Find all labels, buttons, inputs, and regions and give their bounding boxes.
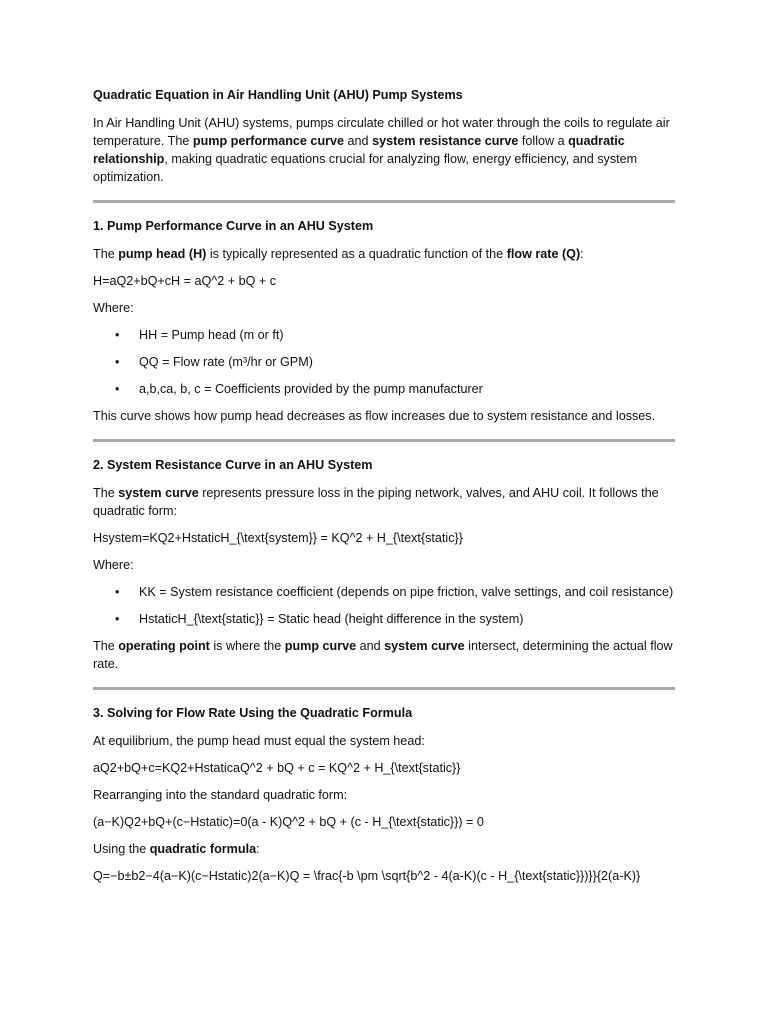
s2-text-2: represents pressure loss in the piping network, valves, and AHU coil. It follows the quadratic form: [93, 486, 659, 518]
list-item [93, 610, 675, 628]
section-2-heading: 2. System Resistance Curve in an AHU System [93, 458, 373, 472]
section-3-rearranging: Rearranging into the standard quadratic form: [93, 788, 348, 802]
list-item [93, 380, 675, 398]
section-1-where: Where: [93, 301, 134, 315]
list-item-text: KK = System resistance coefficient (depends on pipe friction, valve settings, and coil resistance) [139, 585, 674, 599]
section-1-equation: H=aQ2+bQ+cH = aQ^2 + bQ + c [93, 274, 277, 288]
intro-text-3: follow a [518, 134, 569, 148]
s1-bold-2: flow rate (Q) [506, 247, 581, 261]
intro-bold-2: system resistance curve [372, 134, 519, 148]
section-3-equation-2: (a−K)Q2+bQ+(c−Hstatic)=0(a - K)Q^2 + bQ + (c - H_{\text{static}}) = 0 [93, 815, 484, 829]
bullet-icon: • [115, 585, 120, 599]
s3-bold-1: quadratic formula [149, 842, 257, 856]
intro-text-1: In Air Handling Unit (AHU) systems, pumps circulate chilled or hot water through the coils to regulate air temperature. The [93, 116, 670, 148]
section-3-heading: 3. Solving for Flow Rate Using the Quadratic Formula [93, 706, 413, 720]
section-3-equilibrium: At equilibrium, the pump head must equal the system head: [93, 734, 425, 748]
s2-op-bold-1: operating point [118, 639, 210, 653]
section-2-intro [93, 484, 675, 520]
bullet-icon: • [115, 382, 120, 396]
section-3-formula-intro [93, 840, 675, 858]
list-item [93, 353, 675, 371]
document-page [93, 86, 675, 894]
s3-text-1: Using the [93, 842, 150, 856]
bullet-icon: • [115, 328, 120, 342]
list-item [93, 326, 675, 344]
intro-paragraph [93, 114, 675, 186]
s1-text-2: is typically represented as a quadratic function of the [206, 247, 507, 261]
s2-op-bold-2: pump curve [284, 639, 357, 653]
list-item [93, 583, 675, 601]
s1-bold-1: pump head (H) [118, 247, 207, 261]
section-3-equation-1: aQ2+bQ+c=KQ2+HstaticaQ^2 + bQ + c = KQ^2 + H_{\text{static}} [93, 761, 461, 775]
list-item-text: HH = Pump head (m or ft) [139, 328, 284, 342]
section-2-operating-point [93, 637, 675, 673]
list-item-text: QQ = Flow rate (m³/hr or GPM) [139, 355, 313, 369]
intro-text-4: , making quadratic equations crucial for analyzing flow, energy efficiency, and system optimization. [93, 152, 638, 184]
intro-bold-3: quadratic relationship [93, 134, 625, 166]
s2-bold-1: system curve [118, 486, 199, 500]
section-divider [93, 439, 675, 442]
section-1-intro [93, 245, 675, 263]
section-divider [93, 200, 675, 203]
section-3-equation-3: Q=−b±b2−4(a−K)(c−Hstatic)2(a−K)Q = \frac{-b \pm \sqrt{b^2 - 4(a-K)(c - H_{\text{static}})}}{2(a-K)} [93, 869, 641, 883]
bullet-icon: • [115, 355, 120, 369]
bullet-icon: • [115, 612, 120, 626]
s2-op-text-2: is where the [209, 639, 285, 653]
list-item-text: HstaticH_{\text{static}} = Static head (height difference in the system) [139, 612, 524, 626]
section-2-equation: Hsystem=KQ2+HstaticH_{\text{system}} = KQ^2 + H_{\text{static}} [93, 531, 463, 545]
s2-op-text-4: intersect, determining the actual flow rate. [93, 639, 673, 671]
s2-text-1: The [93, 486, 119, 500]
s2-op-text-1: The [93, 639, 119, 653]
section-divider [93, 687, 675, 690]
list-item-text: a,b,ca, b, c = Coefficients provided by the pump manufacturer [139, 382, 483, 396]
s1-text-3: : [580, 247, 584, 261]
s3-text-2: : [256, 842, 260, 856]
section-1-heading: 1. Pump Performance Curve in an AHU System [93, 219, 374, 233]
s2-op-bold-3: system curve [384, 639, 465, 653]
s1-text-1: The [93, 247, 119, 261]
intro-bold-1: pump performance curve [192, 134, 345, 148]
s2-op-text-3: and [356, 639, 385, 653]
section-2-where: Where: [93, 558, 134, 572]
document-title: Quadratic Equation in Air Handling Unit (AHU) Pump Systems [93, 88, 463, 102]
intro-text-2: and [344, 134, 373, 148]
section-2-bullet-list [93, 583, 675, 628]
section-1-bullet-list [93, 326, 675, 398]
section-1-summary: This curve shows how pump head decreases as flow increases due to system resistance and losses. [93, 409, 656, 423]
